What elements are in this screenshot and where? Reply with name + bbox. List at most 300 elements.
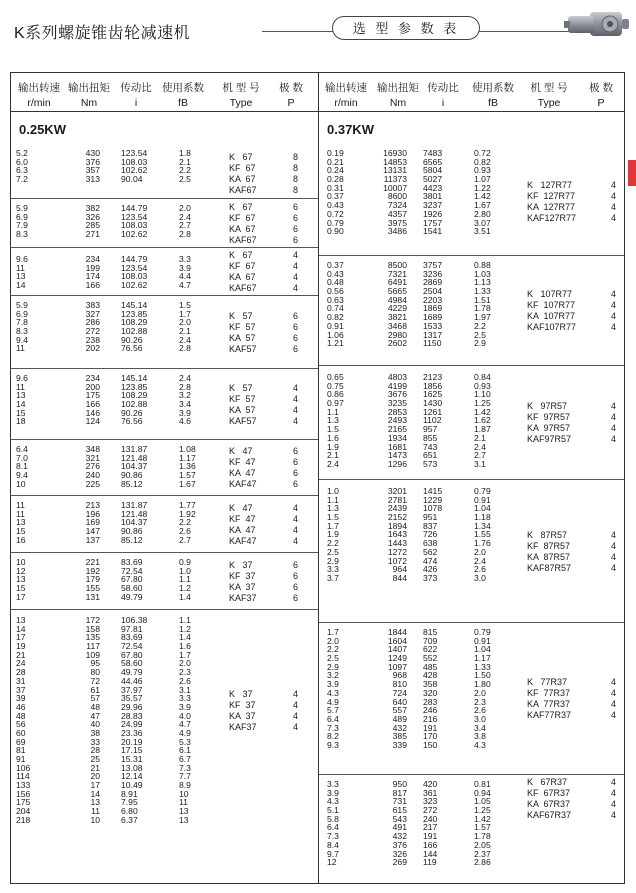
table-cell: 17.15	[121, 745, 143, 756]
table-cell: 76.56	[121, 416, 143, 427]
table-cell: 573	[423, 458, 438, 469]
header-ratio: 传动比	[427, 82, 459, 94]
table-cell: 2.1	[179, 156, 191, 167]
table-cell: 0.37	[327, 260, 344, 270]
table-cell: 121.48	[121, 508, 148, 519]
table-cell: 321	[85, 452, 100, 463]
model-type: K 67R37	[527, 777, 568, 787]
table-cell: 3.8	[474, 731, 486, 742]
table-cell: 2504	[423, 286, 443, 297]
poles-value: 6	[293, 202, 299, 212]
table-cell: 1.36	[179, 461, 196, 472]
table-cell: 3.3	[179, 693, 191, 704]
table-cell: 49.79	[121, 591, 143, 602]
table-cell: 3.0	[474, 572, 486, 583]
table-cell: 44.46	[121, 675, 143, 686]
table-cell: 11	[179, 797, 188, 808]
table-cell: 1.57	[474, 822, 491, 833]
model-list	[229, 311, 257, 355]
table-cell: 16930	[383, 148, 407, 158]
table-cell: 2.5	[179, 174, 191, 185]
table-cell: 217	[423, 822, 438, 833]
table-cell: 3.9	[179, 262, 191, 273]
table-cell: 1681	[387, 441, 407, 452]
table-cell: 19	[16, 641, 26, 652]
poles-list	[293, 503, 298, 547]
table-cell: 0.97	[327, 398, 344, 409]
speed-column	[16, 501, 41, 544]
poles-value: 4	[293, 536, 299, 546]
poles-value: 6	[293, 582, 299, 592]
model-type: KF 87R57	[527, 541, 571, 551]
table-cell: 49.79	[121, 667, 143, 678]
table-cell: 1.78	[474, 831, 491, 842]
model-type: KAF67	[229, 283, 257, 293]
poles-list	[611, 289, 616, 333]
table-cell: 373	[423, 572, 438, 583]
table-cell: 2.5	[327, 653, 339, 664]
table-cell: 4803	[387, 372, 407, 382]
model-list	[527, 289, 576, 333]
table-cell: 2.6	[179, 526, 191, 537]
header-torque-unit: Nm	[389, 97, 407, 109]
model-type: KAF77R37	[527, 710, 572, 720]
poles-value: 6	[293, 571, 299, 581]
table-cell: 9.7	[327, 848, 339, 859]
table-cell: 234	[85, 373, 100, 383]
poles-value: 4	[611, 799, 617, 809]
model-list	[229, 152, 257, 196]
table-cell: 123.85	[121, 381, 148, 392]
table-cell: 1.62	[474, 415, 491, 426]
table-cell: 1.0	[179, 565, 191, 576]
table-cell: 1249	[387, 653, 407, 664]
header-poles-unit: P	[597, 97, 605, 109]
poles-value: 4	[293, 514, 299, 524]
table-cell: 3486	[387, 226, 407, 237]
table-cell: 638	[423, 538, 438, 549]
table-cell: 2.0	[179, 658, 191, 669]
poles-list	[293, 383, 298, 427]
table-cell: 0.79	[327, 217, 344, 228]
service-factor-column	[179, 204, 209, 239]
table-cell: 37	[16, 684, 26, 695]
table-cell: 10007	[383, 182, 407, 193]
poles-value: 4	[611, 777, 617, 787]
poles-value: 4	[611, 412, 617, 422]
torque-column	[377, 628, 407, 750]
table-cell: 743	[423, 441, 438, 452]
table-cell: 855	[423, 432, 438, 443]
service-factor-column	[179, 374, 209, 426]
table-cell: 1757	[423, 217, 443, 228]
poles-value: 8	[293, 163, 299, 173]
torque-column	[377, 373, 407, 469]
table-cell: 106.38	[121, 615, 148, 625]
service-factor-column	[179, 558, 209, 601]
table-cell: 491	[392, 822, 407, 833]
table-cell: 35.57	[121, 693, 143, 704]
table-cell: 104.37	[121, 517, 148, 528]
table-cell: 1604	[387, 635, 407, 646]
poles-value: 4	[611, 423, 617, 433]
service-factor-column	[474, 261, 504, 348]
table-cell: 326	[85, 211, 100, 222]
table-cell: 145.14	[121, 300, 148, 310]
table-cell: 72.54	[121, 641, 143, 652]
table-cell: 1.10	[474, 389, 491, 400]
table-cell: 2.4	[179, 373, 191, 383]
table-cell: 196	[85, 508, 100, 519]
table-cell: 1533	[423, 320, 443, 331]
table-cell: 6.9	[16, 211, 28, 222]
table-cell: 108.29	[121, 390, 148, 401]
model-type: KF 67	[229, 163, 256, 173]
table-cell: 815	[423, 627, 438, 637]
poles-value: 4	[611, 311, 617, 321]
table-cell: 38	[90, 727, 100, 738]
table-cell: 0.90	[327, 226, 344, 237]
model-type: KA 97R57	[527, 423, 571, 433]
table-cell: 2165	[387, 424, 407, 435]
table-cell: 8.1	[16, 461, 28, 472]
table-cell: 166	[85, 280, 100, 291]
table-cell: 3.2	[327, 670, 339, 681]
model-type: KAF127R77	[527, 213, 577, 223]
header-model: 机 型 号	[222, 82, 260, 94]
table-cell: 3.9	[327, 679, 339, 690]
table-cell: 5.8	[327, 813, 339, 824]
poles-list	[293, 152, 298, 196]
table-cell: 0.88	[474, 260, 491, 270]
header-speed: 输出转速	[18, 82, 60, 94]
speed-column	[16, 558, 41, 601]
model-list	[527, 530, 571, 574]
speed-column	[327, 261, 355, 348]
table-cell: 5.1	[327, 805, 339, 816]
table-cell: 1869	[423, 303, 443, 314]
poles-value: 8	[293, 185, 299, 195]
table-cell: 951	[423, 512, 438, 523]
poles-value: 4	[293, 272, 299, 282]
header-service-unit: fB	[488, 97, 498, 109]
table-cell: 0.93	[474, 165, 491, 176]
model-type: KAF97R57	[527, 434, 572, 444]
selection-table-label: 选 型 参 数 表	[332, 16, 480, 40]
table-cell: 3201	[387, 486, 407, 496]
table-cell: 39	[16, 693, 26, 704]
header-model-unit: Type	[537, 97, 561, 109]
poles-value: 4	[293, 689, 299, 699]
table-cell: 15	[16, 583, 26, 594]
table-cell: 0.9	[179, 557, 191, 567]
poles-value: 4	[611, 677, 617, 687]
poles-value: 4	[611, 688, 617, 698]
table-cell: 2.2	[474, 320, 486, 331]
table-left-half	[11, 73, 318, 883]
poles-value: 4	[611, 552, 617, 562]
table-cell: 1856	[423, 380, 443, 391]
torque-column	[76, 374, 100, 426]
table-cell: 420	[423, 779, 438, 789]
table-cell: 1926	[423, 208, 443, 219]
model-type: KF 37	[229, 571, 256, 581]
poles-value: 4	[293, 283, 299, 293]
table-cell: 2.1	[474, 432, 486, 443]
table-cell: 91	[16, 754, 26, 764]
table-cell: 1443	[387, 538, 407, 549]
header-ratio: 传动比	[120, 82, 152, 94]
table-cell: 0.19	[327, 148, 344, 158]
poles-value: 6	[293, 479, 299, 489]
table-cell: 204	[16, 806, 31, 817]
table-cell: 31	[16, 675, 26, 686]
table-cell: 14	[16, 280, 26, 291]
table-cell: 6565	[423, 156, 443, 167]
table-cell: 2.9	[474, 338, 486, 349]
table-cell: 2.6	[474, 564, 486, 575]
poles-list	[611, 777, 616, 821]
spec-group	[319, 622, 624, 774]
speed-column	[16, 204, 41, 239]
poles-value: 6	[293, 311, 299, 321]
table-cell: 221	[85, 557, 100, 567]
table-cell: 119	[423, 857, 437, 868]
table-cell: 131.87	[121, 500, 148, 510]
table-cell: 147	[85, 526, 100, 537]
service-factor-column	[179, 445, 209, 488]
model-type: KAF87R57	[527, 563, 572, 573]
table-cell: 11373	[383, 174, 407, 185]
table-cell: 5.9	[16, 203, 28, 213]
model-list	[527, 777, 571, 821]
ratio-column	[121, 149, 161, 184]
table-cell: 0.63	[327, 294, 344, 305]
model-type: KF 67R37	[527, 788, 571, 798]
speed-column	[16, 616, 41, 825]
table-cell: 9.6	[16, 254, 28, 264]
torque-column	[377, 487, 407, 583]
poles-value: 4	[293, 250, 299, 260]
table-cell: 3.51	[474, 226, 491, 237]
gear-reducer-icon	[564, 4, 630, 42]
poles-value: 6	[293, 213, 299, 223]
table-cell: 6491	[387, 277, 407, 288]
table-cell: 7.8	[16, 317, 28, 328]
table-cell: 144	[423, 848, 438, 859]
spec-group	[319, 255, 624, 365]
model-type: K 37	[229, 560, 253, 570]
table-cell: 8500	[387, 260, 407, 270]
power-label: 0.25KW	[19, 122, 66, 137]
poles-value: 6	[293, 457, 299, 467]
table-cell: 5.2	[16, 148, 28, 158]
table-cell: 40	[90, 719, 100, 730]
table-cell: 85.12	[121, 534, 143, 545]
table-cell: 3235	[387, 398, 407, 409]
table-cell: 3236	[423, 268, 443, 279]
table-cell: 67.80	[121, 574, 143, 585]
header-speed-unit: r/min	[334, 97, 358, 109]
table-cell: 3676	[387, 389, 407, 400]
table-cell: 57	[90, 693, 100, 704]
table-cell: 2781	[387, 494, 407, 505]
table-cell: 131.87	[121, 444, 148, 454]
table-cell: 1.8	[179, 148, 191, 158]
table-cell: 0.56	[327, 286, 344, 297]
table-cell: 1078	[423, 503, 443, 514]
table-cell: 23.36	[121, 727, 143, 738]
table-cell: 0.79	[474, 627, 491, 637]
table-cell: 1.5	[179, 300, 191, 310]
table-cell: 102.62	[121, 165, 148, 176]
ratio-column	[423, 149, 461, 236]
table-cell: 174	[85, 271, 100, 282]
table-cell: 11	[16, 343, 25, 354]
table-cell: 1.05	[474, 796, 491, 807]
table-cell: 2.0	[179, 317, 191, 328]
table-cell: 313	[85, 174, 100, 185]
header-speed-unit: r/min	[27, 97, 51, 109]
table-cell: 1.6	[179, 641, 191, 652]
table-cell: 8.3	[16, 326, 28, 337]
poles-list	[611, 180, 616, 224]
poles-value: 4	[293, 525, 299, 535]
table-cell: 385	[392, 731, 407, 742]
model-type: KF 67	[229, 261, 256, 271]
table-cell: 9.4	[16, 470, 28, 481]
poles-list	[293, 446, 298, 490]
table-cell: 2123	[423, 372, 443, 382]
table-cell: 276	[85, 461, 100, 472]
table-cell: 0.43	[327, 200, 344, 211]
table-cell: 1894	[387, 520, 407, 531]
torque-column	[76, 149, 100, 184]
table-cell: 2.4	[474, 555, 486, 566]
table-cell: 1.1	[179, 615, 191, 625]
table-cell: 2.0	[327, 635, 339, 646]
table-cell: 950	[392, 779, 407, 789]
poles-value: 4	[611, 530, 617, 540]
table-cell: 1.67	[179, 478, 196, 489]
table-cell: 4423	[423, 182, 443, 193]
table-cell: 108.03	[121, 220, 148, 231]
spec-group	[11, 495, 318, 552]
table-cell: 14	[16, 623, 26, 634]
table-cell: 428	[423, 670, 438, 681]
table-cell: 83.69	[121, 632, 143, 643]
table-cell: 2.2	[327, 644, 339, 655]
table-cell: 21	[16, 649, 26, 660]
model-type: K 57	[229, 311, 253, 321]
table-cell: 3.3	[327, 564, 339, 575]
table-cell: 2152	[387, 512, 407, 523]
torque-column	[377, 780, 407, 867]
poles-value: 4	[293, 722, 299, 732]
table-cell: 339	[392, 739, 407, 750]
table-cell: 7.3	[179, 762, 191, 773]
table-cell: 2.05	[474, 839, 491, 850]
table-cell: 2.9	[327, 661, 339, 672]
poles-value: 4	[293, 503, 299, 513]
table-cell: 1.06	[327, 329, 344, 340]
spec-group	[11, 368, 318, 439]
table-cell: 285	[85, 220, 100, 231]
table-cell: 1.78	[474, 303, 491, 314]
model-type: K 57	[229, 383, 253, 393]
table-cell: 2.7	[179, 220, 191, 231]
table-cell: 1261	[423, 406, 443, 417]
selection-table	[10, 72, 625, 884]
table-cell: 72.54	[121, 565, 143, 576]
table-cell: 90.26	[121, 407, 143, 418]
poles-value: 6	[293, 344, 299, 354]
model-type: KA 127R77	[527, 202, 576, 212]
table-cell: 9.3	[327, 739, 339, 750]
table-cell: 1.33	[474, 286, 491, 297]
table-cell: 1.17	[179, 452, 196, 463]
header-ratio-unit: i	[441, 97, 445, 109]
table-cell: 1.5	[327, 424, 339, 435]
service-factor-column	[474, 487, 504, 583]
table-cell: 1407	[387, 644, 407, 655]
model-list	[229, 503, 257, 547]
table-cell: 2.1	[179, 326, 191, 337]
table-cell: 0.24	[327, 165, 344, 176]
table-cell: 175	[16, 797, 31, 808]
table-cell: 2.3	[474, 696, 486, 707]
table-cell: 1317	[423, 329, 443, 340]
table-cell: 1.17	[474, 653, 491, 664]
table-cell: 1.97	[474, 312, 491, 323]
table-cell: 6.4	[327, 822, 339, 833]
model-type: KA 47	[229, 468, 256, 478]
table-cell: 1.67	[474, 200, 491, 211]
table-cell: 56	[16, 719, 26, 730]
table-cell: 3801	[423, 191, 443, 202]
table-cell: 90.04	[121, 174, 143, 185]
table-cell: 1.51	[474, 294, 491, 305]
table-cell: 1.92	[179, 508, 196, 519]
model-type: K 87R57	[527, 530, 568, 540]
poles-value: 4	[611, 434, 617, 444]
table-cell: 9.4	[16, 334, 28, 345]
poles-value: 4	[611, 213, 617, 223]
table-cell: 2.7	[179, 534, 191, 545]
header-poles: 极 数	[589, 82, 613, 94]
table-cell: 3.9	[179, 701, 191, 712]
table-cell: 272	[85, 326, 100, 337]
poles-value: 4	[611, 191, 617, 201]
poles-value: 6	[293, 224, 299, 234]
table-cell: 2.8	[179, 229, 191, 240]
model-type: KA 87R57	[527, 552, 571, 562]
table-cell: 3.4	[179, 399, 191, 410]
speed-column	[327, 780, 355, 867]
table-cell: 376	[85, 156, 100, 167]
table-cell: 1.2	[179, 583, 191, 594]
table-cell: 2.8	[179, 343, 191, 354]
table-cell: 90.86	[121, 470, 143, 481]
table-cell: 25	[90, 754, 100, 764]
table-cell: 1689	[423, 312, 443, 323]
table-cell: 58.60	[121, 658, 143, 669]
table-cell: 4.7	[179, 280, 191, 291]
table-cell: 957	[423, 424, 438, 435]
table-cell: 10	[16, 557, 26, 567]
table-cell: 3.2	[179, 390, 191, 401]
table-cell: 6.1	[179, 745, 191, 756]
